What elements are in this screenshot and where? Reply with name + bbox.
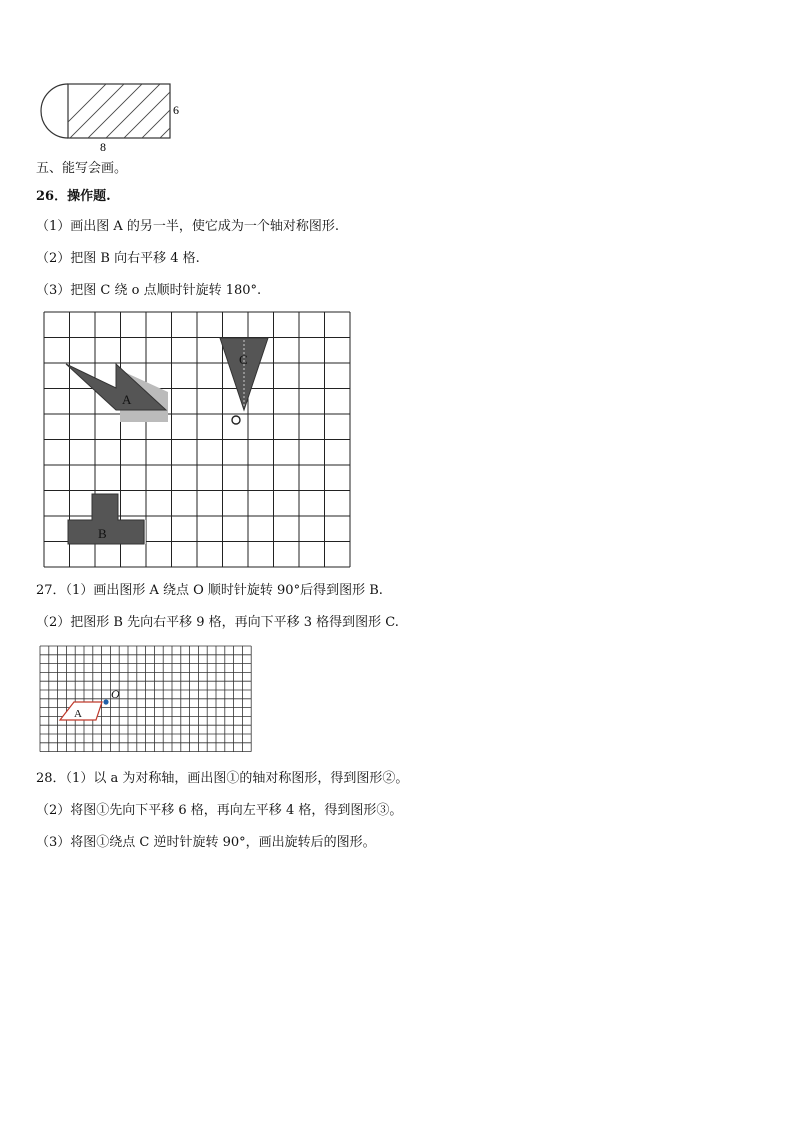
q27-grid-figure xyxy=(38,644,256,756)
label-c: C xyxy=(239,352,248,367)
q26-grid-figure xyxy=(40,308,354,572)
width-label: 8 xyxy=(100,140,106,154)
q26-item-3: （3）把图 C 绕 o 点顺时针旋转 180°. xyxy=(36,283,262,298)
q28-item-2: （2）将图①先向下平移 6 格，再向左平移 4 格，得到图形③。 xyxy=(36,803,403,818)
semicircle-rectangle-figure xyxy=(36,80,196,156)
height-label: 6 xyxy=(173,103,179,117)
label-a: A xyxy=(74,708,82,720)
point-o xyxy=(232,416,240,424)
label-a: A xyxy=(122,392,132,407)
point-o xyxy=(103,699,108,704)
q26-item-2: （2）把图 B 向右平移 4 格. xyxy=(36,251,200,266)
q27-item-1: 27．（1）画出图形 A 绕点 O 顺时针旋转 90°后得到图形 B. xyxy=(36,583,383,598)
label-o: O xyxy=(111,687,120,701)
q26-item-1: （1）画出图 A 的另一半，使它成为一个轴对称图形. xyxy=(36,219,340,234)
label-b: B xyxy=(98,526,107,541)
q28-item-3: （3）将图①绕点 C 逆时针旋转 90°，画出旋转后的图形。 xyxy=(36,835,376,850)
section-heading: 五、能写会画。 xyxy=(36,161,128,176)
q26-title: 26．操作题. xyxy=(36,189,111,204)
q28-item-1: 28．（1）以 a 为对称轴，画出图①的轴对称图形，得到图形②。 xyxy=(36,771,409,786)
q27-item-2: （2）把图形 B 先向右平移 9 格，再向下平移 3 格得到图形 C. xyxy=(36,615,399,630)
